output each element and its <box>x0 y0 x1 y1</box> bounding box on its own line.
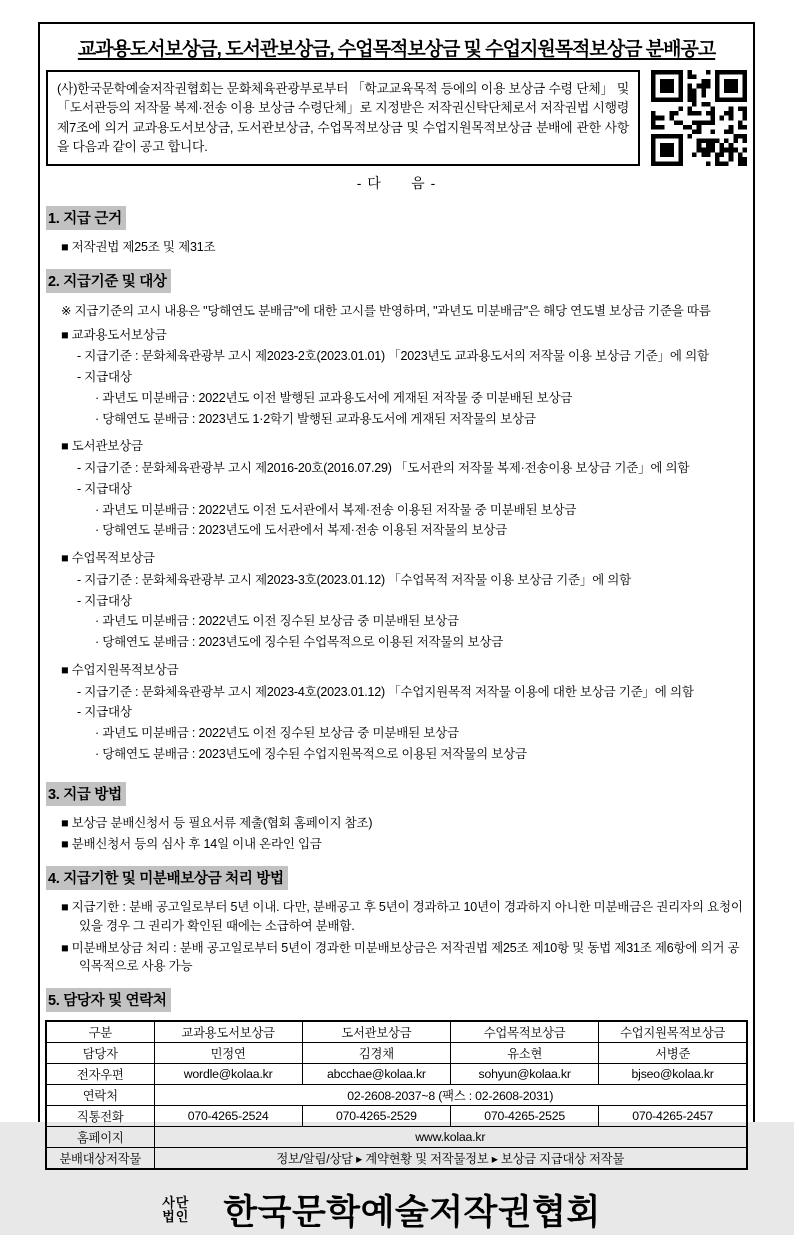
method-item: ■ 보상금 분배신청서 등 필요서류 제출(협회 홈페이지 참조) <box>61 815 373 830</box>
daum-divider: - 다 음 - <box>356 175 437 191</box>
table-row-email <box>46 1064 747 1085</box>
notice-frame <box>38 22 755 1232</box>
payment-target-label: - 지급대상 <box>77 481 132 496</box>
section-heading-method: 3. 지급 방법 <box>46 782 126 806</box>
direct-phone-number: 070-4265-2457 <box>599 1106 747 1127</box>
method-item: ■ 분배신청서 등의 심사 후 14일 이내 온라인 입금 <box>61 837 322 852</box>
footer <box>45 1185 748 1235</box>
email-address: wordle@kolaa.kr <box>154 1064 302 1085</box>
email-address: abcchae@kolaa.kr <box>302 1064 450 1085</box>
current-allocation-item: · 당해연도 분배금 : 2023년도 1·2학기 발행된 교과용도서에 게재된 저작물의 보상금 <box>95 411 536 426</box>
criteria-note: ※ 지급기준의 고시 내용은 "당해연도 분배금"에 대한 고시를 반영하며, "과년도 미분배금"은 해당 연도별 보상금 기준을 따름 <box>61 303 711 318</box>
section-heading-criteria: 2. 지급기준 및 대상 <box>46 269 171 293</box>
intro-box <box>46 70 640 166</box>
intro-row <box>46 70 747 166</box>
row-label: 담당자 <box>46 1043 154 1064</box>
section-heading-contacts: 5. 담당자 및 연락처 <box>46 988 171 1012</box>
row-label: 연락처 <box>46 1085 154 1106</box>
row-label: 직통전화 <box>46 1106 154 1127</box>
email-address: sohyun@kolaa.kr <box>451 1064 599 1085</box>
benefit-block-class-purpose <box>45 549 748 652</box>
intro-text: (사)한국문학예술저작권협회는 문화체육관광부로부터 「학교교육목적 등에의 이용 보상금 수령 단체」 및 「도서관등의 저작물 복제·전송 이용 보상금 수령단체」로 지정받은 저작권신탁단체로서 저작권법 시행령 제7조에 의거 교과용도서보상금, 도서관보상금, 수업목적보상금 및 수업지원목적보상금 분배에 관한 사항을 다음과 같이 공고 합니다. <box>57 81 629 155</box>
current-allocation-item: · 당해연도 분배금 : 2023년도에 징수된 수업목적으로 이용된 저작물의 보상금 <box>95 635 504 649</box>
payment-basis: - 지급기준 : 문화체육관광부 고시 제2023-2호(2023.01.01) 「2023년도 교과용도서의 저작물 이용 보상금 기준」에 의함 <box>77 349 709 364</box>
past-unallocated-item: · 과년도 미분배금 : 2022년도 이전 도서관에서 복제·전송 이용된 저작물 중 미분배된 보상금 <box>95 502 577 517</box>
benefit-title: ■ 교과용도서보상금 <box>61 327 167 342</box>
payment-basis: - 지급기준 : 문화체육관광부 고시 제2016-20호(2016.07.29) 「도서관의 저작물 복제·전송이용 보상금 기준」에 의함 <box>77 461 690 475</box>
header-class-support: 수업지원목적보상금 <box>599 1021 747 1043</box>
section-criteria <box>45 260 748 764</box>
phone-number: 02-2608-2037~8 (팩스 : 02-2608-2031) <box>154 1085 747 1106</box>
deadline-item: ■ 지급기한 : 분배 공고일로부터 5년 이내. 다만, 분배공고 후 5년이 경과하고 10년이 경과하지 아니한 미분배금은 권리자의 요청이 있을 경우 그 권리가 확인된 때에는 소급하여 분배함. <box>61 900 743 933</box>
payment-target-label: - 지급대상 <box>77 593 132 608</box>
qr-code-icon <box>651 70 747 166</box>
table-row-website <box>46 1127 747 1148</box>
payment-target-label: - 지급대상 <box>77 370 132 384</box>
benefit-block-class-support <box>45 661 748 764</box>
org-type-label <box>162 1196 189 1225</box>
table-header-row <box>46 1021 747 1043</box>
payment-target-label: - 지급대상 <box>77 705 132 720</box>
benefit-title: ■ 도서관보상금 <box>61 439 143 454</box>
table-row-direct-phone <box>46 1106 747 1127</box>
row-label: 전자우편 <box>46 1064 154 1085</box>
header-library: 도서관보상금 <box>302 1021 450 1043</box>
table-row-works <box>46 1148 747 1170</box>
payment-basis: - 지급기준 : 문화체육관광부 고시 제2023-4호(2023.01.12) 「수업지원목적 저작물 이용에 대한 보상금 기준」에 의함 <box>77 684 694 699</box>
table-row-phone <box>46 1085 747 1106</box>
unallocated-handling-item: ■ 미분배보상금 처리 : 분배 공고일로부터 5년이 경과한 미분배보상금은 저작권법 제25조 제10항 및 동법 제31조 제6항에 의거 공익목적으로 사용 가능 <box>61 940 740 974</box>
section-basis <box>45 197 748 257</box>
direct-phone-number: 070-4265-2524 <box>154 1106 302 1127</box>
works-breadcrumb: 정보/알림/상담 ▸ 계약현황 및 저작물정보 ▸ 보상금 지급대상 저작물 <box>154 1148 747 1170</box>
table-row-manager <box>46 1043 747 1064</box>
manager-name: 유소현 <box>451 1043 599 1064</box>
row-label: 분배대상저작물 <box>46 1148 154 1170</box>
payment-basis: - 지급기준 : 문화체육관광부 고시 제2023-3호(2023.01.12) 「수업목적 저작물 이용 보상금 기준」에 의함 <box>77 572 632 587</box>
row-label: 홈페이지 <box>46 1127 154 1148</box>
section-deadline <box>45 857 748 976</box>
page-title: 교과용도서보상금, 도서관보상금, 수업목적보상금 및 수업지원목적보상금 분배공고 <box>77 39 716 60</box>
section-heading-deadline: 4. 지급기한 및 미분배보상금 처리 방법 <box>46 866 288 890</box>
benefit-block-library <box>45 437 748 540</box>
section-contacts <box>45 979 748 1170</box>
header-textbook: 교과용도서보상금 <box>154 1021 302 1043</box>
past-unallocated-item: · 과년도 미분배금 : 2022년도 이전 징수된 보상금 중 미분배된 보상금 <box>95 726 459 740</box>
org-type-line1: 사단 <box>162 1194 190 1210</box>
benefit-block-textbook <box>45 326 748 429</box>
section-method <box>45 773 748 855</box>
basis-item: ■ 저작권법 제25조 및 제31조 <box>61 240 216 254</box>
direct-phone-number: 070-4265-2529 <box>302 1106 450 1127</box>
benefit-title: ■ 수업지원목적보상금 <box>61 662 179 677</box>
direct-phone-number: 070-4265-2525 <box>451 1106 599 1127</box>
section-heading-basis: 1. 지급 근거 <box>46 206 126 230</box>
current-allocation-item: · 당해연도 분배금 : 2023년도에 도서관에서 복제·전송 이용된 저작물의 보상금 <box>95 523 508 538</box>
email-address: bjseo@kolaa.kr <box>599 1064 747 1085</box>
benefit-title: ■ 수업목적보상금 <box>61 551 155 565</box>
past-unallocated-item: · 과년도 미분배금 : 2022년도 이전 징수된 보상금 중 미분배된 보상금 <box>95 614 459 629</box>
website-url: www.kolaa.kr <box>154 1127 747 1148</box>
org-name: 한국문학예술저작권협회 <box>223 1193 601 1232</box>
manager-name: 서병준 <box>599 1043 747 1064</box>
header-category: 구분 <box>46 1021 154 1043</box>
org-type-line2: 법인 <box>162 1209 190 1224</box>
manager-name: 민정연 <box>154 1043 302 1064</box>
contacts-table <box>45 1020 748 1170</box>
past-unallocated-item: · 과년도 미분배금 : 2022년도 이전 발행된 교과용도서에 게재된 저작물 중 미분배된 보상금 <box>95 390 573 405</box>
header-class-purpose: 수업목적보상금 <box>451 1021 599 1043</box>
current-allocation-item: · 당해연도 분배금 : 2023년도에 징수된 수업지원목적으로 이용된 저작물의 보상금 <box>95 746 527 761</box>
manager-name: 김경채 <box>302 1043 450 1064</box>
